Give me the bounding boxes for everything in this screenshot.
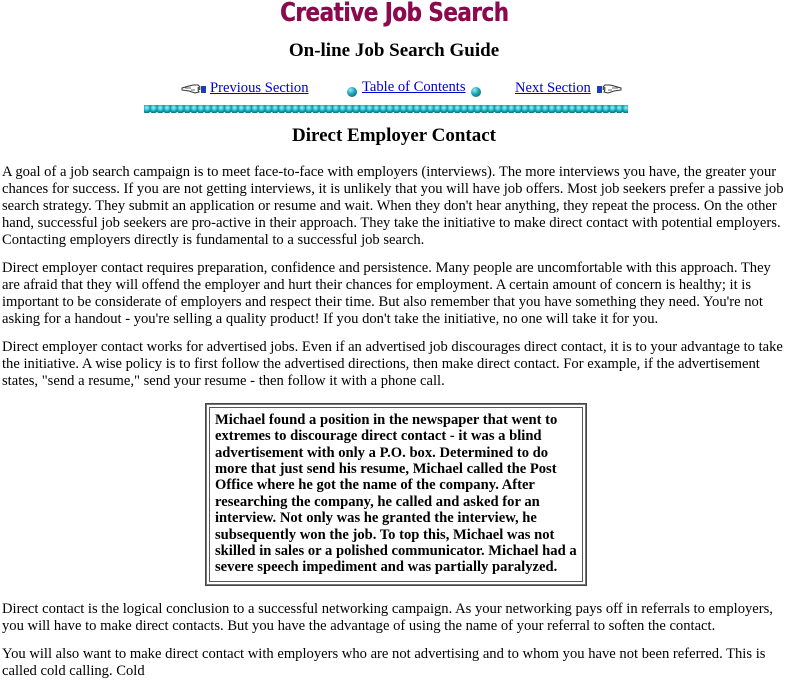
logo-text: Creative Job Search: [279, 0, 509, 28]
callout-box: [206, 404, 586, 585]
paragraph: Direct employer contact works for advertised jobs. Even if an advertised job discourages direct contact, it is to your advantage to take the initiative. A wise policy is to first follow the advertised directions, then make direct contact. For example, if the advertisement states, "send a resume," send your resume - then follow it with a phone call.: [2, 338, 783, 389]
pointing-hand-right-icon[interactable]: [596, 83, 622, 95]
table-of-contents-link[interactable]: Table of Contents: [362, 79, 466, 95]
paragraph: You will also want to make direct contact with employers who are not advertising and to whom you have not been referred. This is called cold calling. Cold: [2, 645, 766, 679]
site-logo: [1, 0, 787, 37]
previous-section-link-group[interactable]: [181, 80, 309, 97]
table-of-contents-link-group[interactable]: [347, 79, 481, 97]
callout-text: Michael found a position in the newspaper that went to extremes to discourage direct contact - it was a blind advertisement with only a P.O. box. Determined to do more that just send his resume, Michael called the Post Office where he got the name of the company. After researching the company, he called and asked for an interview. Not only was he granted the interview, he subsequently won the job. To top this, Michael was not skilled in sales or a polished communicator. Michael had a severe speech impediment and was partially paralyzed.: [209, 407, 583, 582]
callout-wrapper: [1, 404, 787, 585]
section-title: Direct Employer Contact: [291, 125, 497, 146]
site-subtitle: On-line Job Search Guide: [288, 40, 500, 61]
pointing-hand-left-icon[interactable]: [181, 83, 207, 95]
paragraph: Direct employer contact requires preparation, confidence and persistence. Many people are uncomfortable with this approach. They are afraid that they will offend the employer and hurt their chances for employment. A certain amount of concern is healthy; it is important to be considerate of employers and respect their time. But also remember that you have something they need. You're not asking for a handout - you're selling a quality product! If you don't take the initiative, no one will take it for you.: [2, 259, 771, 327]
section-navigation: [1, 75, 787, 99]
next-section-link[interactable]: Next Section: [515, 80, 591, 96]
blue-ball-icon: [471, 87, 481, 97]
previous-section-link[interactable]: Previous Section: [210, 80, 309, 96]
next-section-link-group[interactable]: [515, 80, 622, 97]
beaded-divider: [144, 105, 628, 113]
paragraph: Direct contact is the logical conclusion to a successful networking campaign. As your networking pays off in referrals to employers, you will have to make direct contacts. But you have the advantage of using the name of your referral to soften the contact.: [2, 600, 773, 634]
blue-ball-icon: [347, 87, 357, 97]
paragraph: A goal of a job search campaign is to meet face-to-face with employers (interviews). The more interviews you have, the greater your chances for success. If you are not getting interviews, it is unlikely that you will have job offers. Most job seekers prefer a passive job search strategy. They submit an application or resume and wait. When they don't hear anything, they repeat the process. On the other hand, successful job seekers are pro-active in their approach. They take the initiative to make direct contact with potential employers. Contacting employers directly is fundamental to a successful job search.: [2, 163, 784, 248]
